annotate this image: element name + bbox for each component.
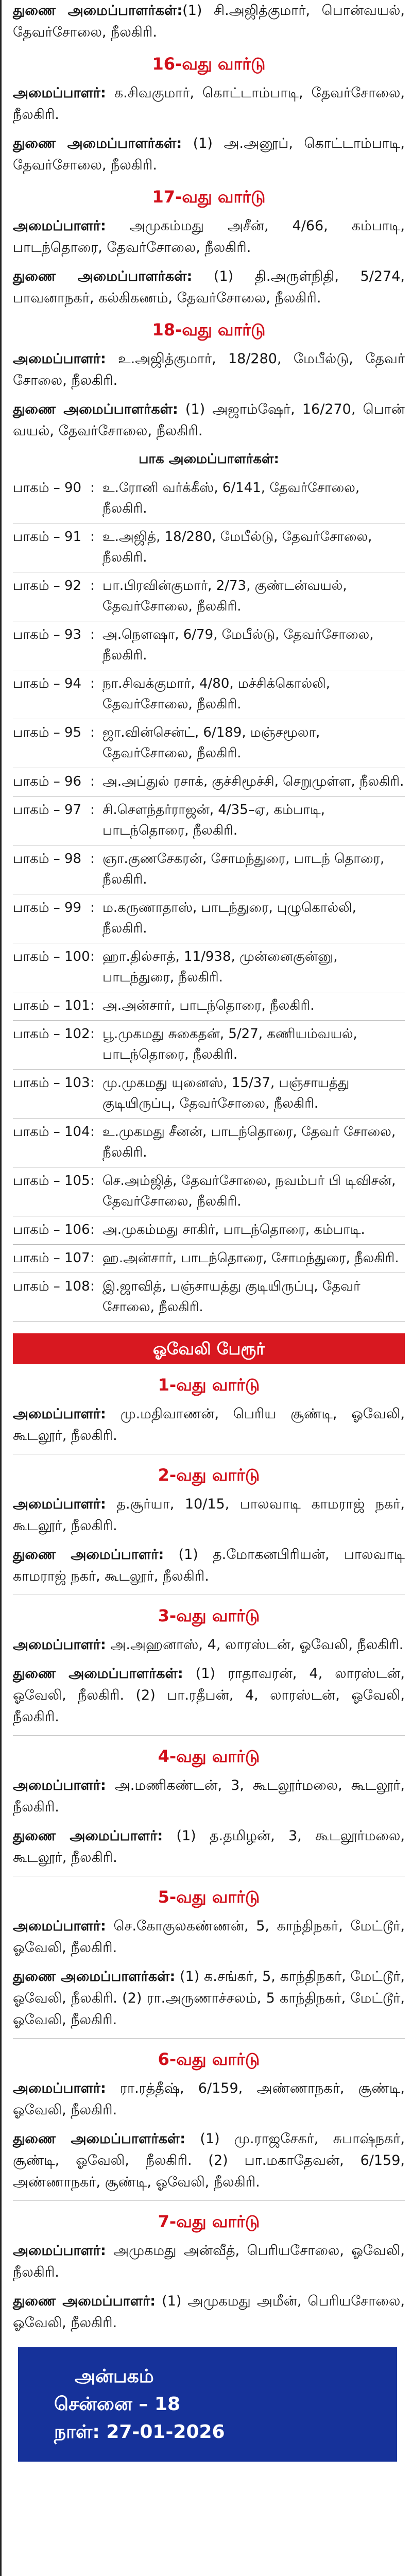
booth-row <box>13 719 405 768</box>
booth-organizer-name: பா.பிரவின்குமார், 2/73, குண்டன்வயல், தேவர்சோலை, நீலகிரி. <box>102 578 347 614</box>
booth-separator: : <box>90 529 95 545</box>
booth-separator: : <box>90 774 95 789</box>
ovely-ward-deputy <box>13 1966 405 2031</box>
booth-organizer-name: பூ.முகமது சுகைதன், 5/27, கணியம்வயல், பாடந்தொரை, நீலகிரி. <box>102 1026 357 1062</box>
entry-label: அமைப்பாளர்: <box>13 2243 106 2259</box>
entry-text: (1) மு.ராஜசேகர், சுபாஷ்நகர், சூண்டி, ஓவேலி, நீலகிரி. (2) பா.மகாதேவன், 6/159, அண்ணாநகர், சூண்டி, ஓவேலி, நீலகிரி. <box>13 2131 405 2190</box>
entry-text: (1) அமுகமது அமீன், பெரியசோலை, ஓவேலி, நீலகிரி. <box>13 2293 405 2331</box>
ward-17-heading: 17-வது வார்டு <box>152 187 266 207</box>
ward-divider <box>13 1735 405 1736</box>
booth-organizers-title: பாக அமைப்பாளர்கள்: <box>139 451 279 467</box>
booth-number: பாகம் – 106 <box>13 1222 90 1238</box>
entry-text: (1) த.தமிழன், 3, கூடலூர்மலை, கூடலூர், நீலகிரி. <box>13 1828 405 1866</box>
entry-text: (1) த.மோகனபிரியன், பாலவாடி காமராஜ் நகர், கூடலூர், நீலகிரி. <box>13 1547 405 1584</box>
ward-16-deputy <box>13 133 405 176</box>
entry-label: அமைப்பாளர்: <box>13 1777 106 1793</box>
booth-separator: : <box>90 627 95 642</box>
ward-divider <box>13 2200 405 2201</box>
ward-18-organizer <box>13 348 405 392</box>
booth-number: பாகம் – 99 <box>13 900 82 916</box>
booth-number: பாகம் – 95 <box>13 725 82 740</box>
booth-row <box>13 621 405 670</box>
booth-organizer-name: அ.நெளஷா, 6/79, மேபீல்டு, தேவர்சோலை, நீலகிரி. <box>102 627 374 663</box>
entry-label: துணை அமைப்பாளர்: <box>13 2293 156 2309</box>
entry-text: (1) சி.அஜித்குமார், பொன்வயல், தேவர்சோலை, நீலகிரி. <box>13 3 405 40</box>
booth-row <box>13 1070 405 1118</box>
entry-text: க.சிவகுமார், கொட்டாம்பாடி, தேவர்சோலை, நீலகிரி. <box>13 85 405 123</box>
booth-row <box>13 523 405 572</box>
entry-text: (1) தி.அருள்நிதி, 5/274, பாவனாநகர், கல்கிகணம், தேவர்சோலை, நீலகிரி. <box>13 268 405 306</box>
booth-row <box>13 943 405 992</box>
booth-number: பாகம் – 91 <box>13 529 82 545</box>
booth-separator: : <box>90 1279 95 1294</box>
entry-label: துணை அமைப்பாளர்கள்: <box>13 1666 183 1682</box>
ovely-ward-deputy <box>13 2291 405 2334</box>
booth-organizer-name: ஞா.குணசேகரன், சோமந்துரை, பாடந் தொரை, நீலகிரி. <box>102 851 385 887</box>
ovely-ward-deputy <box>13 1663 405 1728</box>
booth-organizer-name: உ.ரோனி வர்க்கீஸ், 6/141, தேவர்சோலை, நீலகிரி. <box>102 480 360 516</box>
booth-organizer-name: இ.ஜாவித், பஞ்சாயத்து குடியிருப்பு, தேவர் சோலை, நீலகிரி. <box>102 1279 360 1315</box>
booth-number: பாகம் – 103 <box>13 1075 90 1091</box>
booth-list <box>13 474 405 1322</box>
booth-row <box>13 992 405 1021</box>
booth-separator: : <box>90 480 95 496</box>
entry-label: அமைப்பாளர்: <box>13 2080 106 2096</box>
booth-organizer-name: ஹ.அன்சார், பாடந்தொரை, சோமந்துரை, நீலகிரி. <box>102 1250 399 1266</box>
entry-label: துணை அமைப்பாளர்: <box>13 1828 163 1844</box>
ovely-ward-organizer <box>13 1916 405 1959</box>
entry-label: துணை அமைப்பாளர்: <box>13 1547 164 1563</box>
booth-number: பாகம் – 101 <box>13 998 90 1013</box>
ovely-wards <box>13 1375 405 2334</box>
booth-separator: : <box>90 676 95 691</box>
booth-row <box>13 796 405 845</box>
ovely-town-banner: ஓவேலி பேரூர் <box>13 1333 405 1364</box>
ovely-ward-heading: 3-வது வார்டு <box>158 1606 260 1625</box>
ovely-ward-organizer <box>13 2078 405 2121</box>
booth-number: பாகம் – 104 <box>13 1124 90 1140</box>
booth-separator: : <box>90 578 95 594</box>
ward-18-heading: 18-வது வார்டு <box>152 320 266 340</box>
booth-separator: : <box>90 900 95 916</box>
entry-text: உ.அஜித்குமார், 18/280, மேபீல்டு, தேவர் சோலை, நீலகிரி. <box>13 351 405 388</box>
footer-city: சென்னை – 18 <box>54 2394 181 2415</box>
booth-number: பாகம் – 108 <box>13 1279 90 1294</box>
ovely-ward-deputy <box>13 1544 405 1587</box>
ovely-ward-deputy <box>13 2128 405 2193</box>
booth-organizer-name: ஜா.வின்சென்ட், 6/189, மஞ்சமூலா, தேவர்சோலை, நீலகிரி. <box>102 725 320 761</box>
booth-organizer-name: ஹா.தில்சாத், 11/938, முன்னைகுன்னு, பாடந்துரை, நீலகிரி. <box>102 949 338 985</box>
entry-label: துணை அமைப்பாளர்கள்: <box>13 2131 186 2147</box>
booth-number: பாகம் – 107 <box>13 1250 90 1266</box>
booth-number: பாகம் – 105 <box>13 1173 90 1189</box>
booth-separator: : <box>90 1250 95 1266</box>
ovely-ward-heading: 1-வது வார்டு <box>158 1375 260 1395</box>
entry-text: (1) க.சங்கர், 5, காந்திநகர், மேட்டூர், ஓவேலி, நீலகிரி. (2) ரா.அருணாச்சலம், 5 காந்திநகர், மேட்டூர், ஓவேலி, நீலகிரி. <box>13 1969 405 2028</box>
deputy-organizers-entry <box>13 0 405 43</box>
booth-number: பாகம் – 92 <box>13 578 82 594</box>
ward-divider <box>13 2038 405 2039</box>
entry-label: அமைப்பாளர்: <box>13 1406 106 1422</box>
ovely-ward-heading: 5-வது வார்டு <box>158 1887 260 1907</box>
ovely-ward-organizer <box>13 1494 405 1537</box>
ovely-ward-heading: 4-வது வார்டு <box>158 1747 260 1766</box>
booth-separator: : <box>90 1173 95 1189</box>
entry-text: மு.மதிவாணன், பெரிய சூண்டி, ஓவேலி, கூடலூர், நீலகிரி. <box>13 1406 405 1444</box>
entry-label: துணை அமைப்பாளர்கள்: <box>13 135 182 151</box>
booth-row <box>13 894 405 943</box>
booth-number: பாகம் – 102 <box>13 1026 90 1042</box>
entry-text: அமுகம்மது அசீன், 4/66, கம்பாடி, பாடந்தொரை, தேவர்சோலை, நீலகிரி. <box>13 218 405 256</box>
booth-organizer-name: செ.அம்ஜித், தேவர்சோலை, நவம்பர் பி டிவிசன், தேவர்சோலை, நீலகிரி. <box>102 1173 396 1209</box>
booth-number: பாகம் – 98 <box>13 851 82 867</box>
booth-organizer-name: அ.அப்துல் ரசாக், குச்சிமூச்சி, செறுமுள்ள, நீலகிரி. <box>102 774 404 789</box>
footer-box <box>18 2347 397 2462</box>
ovely-ward-heading: 7-வது வார்டு <box>158 2212 260 2231</box>
booth-row <box>13 572 405 621</box>
entry-text: ரா.ரத்தீஷ், 6/159, அண்ணாநகர், சூண்டி, ஓவேலி, நீலகிரி. <box>13 2080 405 2118</box>
booth-row <box>13 768 405 796</box>
booth-separator: : <box>90 851 95 867</box>
booth-organizer-name: அ.அன்சார், பாடந்தொரை, நீலகிரி. <box>102 998 315 1013</box>
booth-row <box>13 1118 405 1167</box>
ward-16-organizer <box>13 82 405 126</box>
booth-organizer-name: அ.முகம்மது சாகிர், பாடந்தொரை, கம்பாடி. <box>102 1222 365 1238</box>
entry-text: த.சூர்யா, 10/15, பாலவாடி காமராஜ் நகர், கூடலூர், நீலகிரி. <box>13 1496 405 1534</box>
booth-number: பாகம் – 96 <box>13 774 82 789</box>
booth-number: பாகம் – 100 <box>13 949 90 964</box>
booth-number: பாகம் – 97 <box>13 802 82 818</box>
footer-place: அன்பகம் <box>75 2366 154 2387</box>
entry-text: அமுகமது அன்வீத், பெரியசோலை, ஓவேலி, நீலகிரி. <box>13 2243 405 2280</box>
booth-organizer-name: உ.முகமது சீனன், பாடந்தொரை, தேவர் சோலை, நீலகிரி. <box>102 1124 396 1160</box>
entry-label: துணை அமைப்பாளர்கள்: <box>13 3 183 19</box>
booth-separator: : <box>90 1124 95 1140</box>
entry-text: செ.கோகுலகண்ணன், 5, காந்திநகர், மேட்டூர், ஓவேலி, நீலகிரி. <box>13 1918 405 1956</box>
booth-separator: : <box>90 1026 95 1042</box>
booth-separator: : <box>90 1075 95 1091</box>
ovely-ward-heading: 2-வது வார்டு <box>158 1465 260 1485</box>
entry-label: அமைப்பாளர்: <box>13 1637 106 1653</box>
entry-label: அமைப்பாளர்: <box>13 1918 106 1934</box>
booth-separator: : <box>90 998 95 1013</box>
booth-organizer-name: உ.அஜித், 18/280, மேபீல்டு, தேவர்சோலை, நீலகிரி. <box>102 529 372 565</box>
entry-label: அமைப்பாளர்: <box>13 1496 106 1512</box>
ward-17-organizer <box>13 215 405 259</box>
footer-date: நாள்: 27-01-2026 <box>54 2421 225 2443</box>
entry-text: (1) அஜாம்ஷேர், 16/270, பொன் வயல், தேவர்சோலை, நீலகிரி. <box>13 401 405 439</box>
entry-label: அமைப்பாளர்: <box>13 351 106 367</box>
document-content <box>2 0 412 2462</box>
booth-row <box>13 474 405 523</box>
entry-text: அ.அஹனாஸ், 4, லாரஸ்டன், ஓவேலி, நீலகிரி. <box>106 1637 404 1653</box>
booth-organizer-name: நா.சிவக்குமார், 4/80, மச்சிக்கொல்லி, தேவர்சோலை, நீலகிரி. <box>102 676 330 712</box>
booth-row <box>13 1216 405 1245</box>
entry-text: அ.மணிகண்டன், 3, கூடலூர்மலை, கூடலூர், நீலகிரி. <box>13 1777 405 1815</box>
ward-17-deputy <box>13 266 405 309</box>
booth-row <box>13 670 405 719</box>
booth-number: பாகம் – 90 <box>13 480 82 496</box>
ovely-ward-organizer <box>13 1775 405 1818</box>
entry-text: (1) அ.அனூப், கொட்டாம்பாடி, தேவர்சோலை, நீலகிரி. <box>13 135 405 173</box>
ovely-ward-deputy <box>13 1825 405 1869</box>
ovely-ward-organizer <box>13 1634 405 1656</box>
booth-row <box>13 1167 405 1216</box>
ward-16-heading: 16-வது வார்டு <box>152 54 266 74</box>
entry-label: துணை அமைப்பாளர்கள்: <box>13 268 193 284</box>
booth-organizer-name: மு.முகமது யுனைஸ், 15/37, பஞ்சாயத்து குடியிருப்பு, தேவர்சோலை, நீலகிரி. <box>102 1075 350 1111</box>
booth-organizer-name: சி.சௌந்தர்ராஜன், 4/35–ஏ, கம்பாடி, பாடந்தொரை, நீலகிரி. <box>102 802 325 838</box>
booth-separator: : <box>90 725 95 740</box>
booth-separator: : <box>90 802 95 818</box>
booth-number: பாகம் – 94 <box>13 676 82 691</box>
booth-row <box>13 1273 405 1322</box>
ward-18-deputy <box>13 399 405 442</box>
booth-separator: : <box>90 949 95 964</box>
entry-label: அமைப்பாளர்: <box>13 85 106 101</box>
booth-row <box>13 845 405 894</box>
ovely-ward-organizer <box>13 2240 405 2283</box>
ovely-ward-organizer <box>13 1403 405 1447</box>
entry-label: அமைப்பாளர்: <box>13 218 106 234</box>
ovely-ward-heading: 6-வது வார்டு <box>158 2049 260 2069</box>
entry-label: துணை அமைப்பாளர்கள்: <box>13 401 178 417</box>
entry-label: துணை அமைப்பாளர்கள்: <box>13 1969 176 1985</box>
booth-separator: : <box>90 1222 95 1238</box>
entry-text: (1) ராதாவரன், 4, லாரஸ்டன், ஓவேலி, நீலகிரி. (2) பா.ரதீபன், 4, லாரஸ்டன், ஓவேலி, நீலகிரி. <box>13 1666 405 1725</box>
booth-organizer-name: ம.கருணாதாஸ், பாடந்துரை, புழுகொல்லி, நீலகிரி. <box>102 900 356 936</box>
booth-row <box>13 1021 405 1070</box>
booth-number: பாகம் – 93 <box>13 627 82 642</box>
booth-row <box>13 1245 405 1273</box>
